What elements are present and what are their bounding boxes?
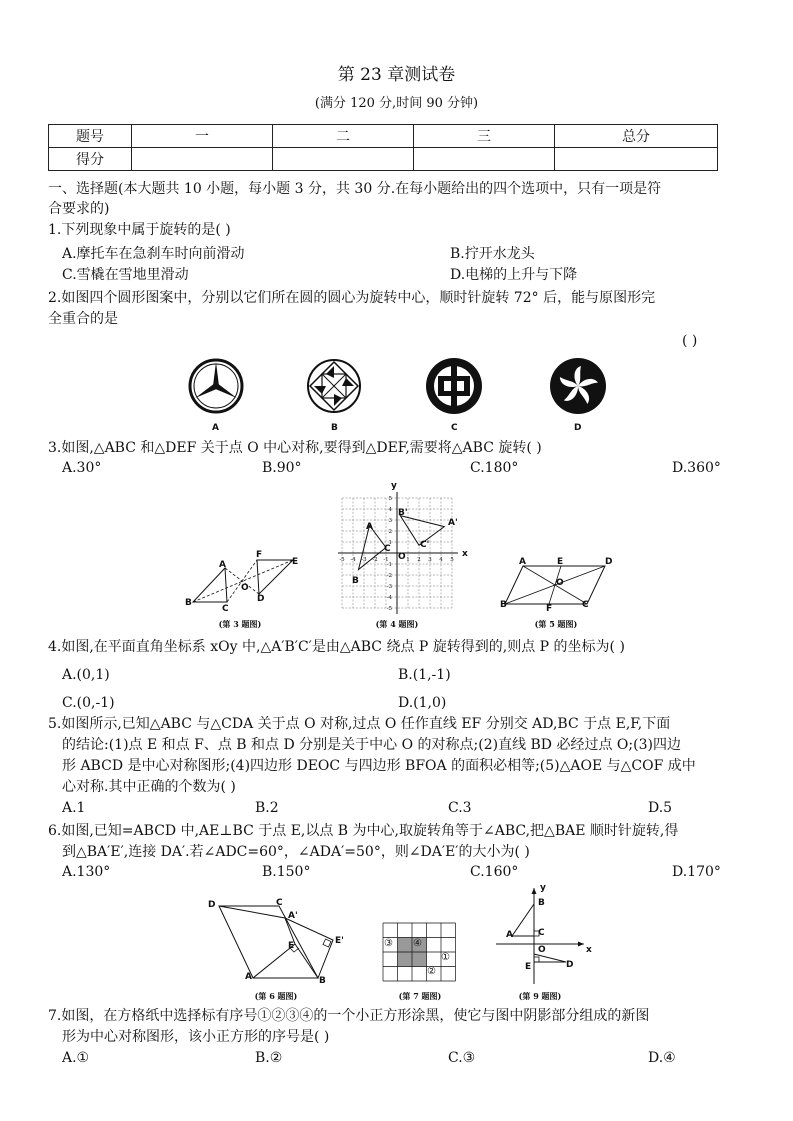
q7-option-c[interactable]: C.③	[448, 1050, 476, 1066]
y-tick-label: 1	[388, 540, 392, 546]
x-tick-label: -3	[361, 557, 367, 563]
f9-label: E	[525, 962, 532, 972]
f9-label: A	[506, 930, 513, 940]
page-title: 第 23 章测试卷	[337, 65, 456, 85]
f6-label: A'	[288, 911, 298, 921]
score-table	[48, 124, 718, 171]
f9-caption: (第 9 题图)	[518, 991, 562, 1001]
f9-label: O	[538, 945, 546, 955]
f3-label: E	[292, 557, 299, 567]
score-input-cell[interactable]	[132, 148, 273, 171]
f6-label: E'	[335, 936, 344, 946]
f5-caption: (第 5 题图)	[534, 619, 578, 629]
q6-stem: 6.如图,已知=ABCD 中,AE⊥BC 于点 E,以点 B 为中心,取旋转角等于∠ABC,把△BAE 顺时针旋转,得	[48, 823, 679, 839]
score-header-cell: 一	[132, 125, 273, 148]
q2-stem: 2.如图四个圆形图案中，分别以它们所在圆的圆心为旋转中心，顺时针旋转 72° 后，能与原图形完	[48, 290, 656, 306]
q2-figure-c[interactable]	[424, 356, 484, 416]
f3-label: D	[257, 594, 265, 604]
f6-label: E	[288, 941, 295, 951]
score-input-cell[interactable]	[273, 148, 414, 171]
f5-label: C	[582, 600, 589, 610]
f6-caption: (第 6 题图)	[254, 991, 298, 1001]
f4-axis-y: y	[391, 481, 397, 491]
f7-caption: (第 7 题图)	[398, 991, 442, 1001]
y-tick-label: -5	[386, 606, 392, 612]
q6-option-b[interactable]: B.150°	[262, 864, 311, 880]
f9-label: B	[538, 898, 545, 908]
f3-label: C	[222, 604, 229, 614]
table-row	[49, 125, 718, 148]
q3-option-d[interactable]: D.360°	[672, 460, 721, 476]
q4-option-a[interactable]: A.(0,1)	[62, 667, 110, 683]
f4-label: B'	[398, 508, 408, 518]
q5-option-a[interactable]: A.1	[62, 800, 86, 816]
q7-stem: 7.如图，在方格纸中选择标有序号①②③④的一个小正方形涂黑，使它与图中阴影部分组成的新图	[48, 1008, 650, 1024]
f7-label-4: ④	[413, 938, 422, 949]
f5-label: O	[556, 578, 564, 588]
page-subtitle: (满分 120 分,时间 90 分钟)	[314, 96, 479, 111]
section-heading-cont: 合要求的)	[48, 201, 110, 217]
q6-figure	[213, 900, 343, 985]
y-tick-label: -2	[386, 573, 392, 579]
y-tick-label: 5	[388, 496, 392, 502]
x-tick-label: 2	[417, 557, 421, 563]
f9-axis-x: x	[586, 945, 592, 955]
f4-label: B	[352, 576, 359, 586]
q5-option-d[interactable]: D.5	[648, 800, 673, 816]
f4-caption: (第 4 题图)	[375, 619, 419, 629]
f6-label: C	[276, 898, 283, 908]
section-heading: 一、选择题(本大题共 10 小题，每小题 3 分，共 30 分.在每小题给出的四个选项中，只有一项是符	[48, 181, 662, 197]
f3-label: A	[219, 560, 226, 570]
f5-label: D	[605, 557, 613, 567]
q3-option-a[interactable]: A.30°	[62, 460, 102, 476]
q2-figure-b[interactable]	[306, 358, 362, 414]
q3-stem: 3.如图,△ABC 和△DEF 关于点 O 中心对称,要得到△DEF,需要将△ABC 旋转( )	[48, 440, 542, 456]
q7-option-d[interactable]: D.④	[648, 1050, 676, 1066]
y-tick-label: -3	[386, 584, 392, 590]
score-header-cell: 二	[273, 125, 414, 148]
q5-stem-cont: 形 ABCD 是中心对称图形;(4)四边形 DEOC 与四边形 BFOA 的面积必相等;(5)△AOE 与△COF 成中	[62, 758, 696, 774]
q5-stem-cont: 的结论:(1)点 E 和点 F、点 B 和点 D 分别是关于中心 O 的对称点;(2)直线 BD 必经过点 O;(3)四边	[62, 737, 681, 753]
y-tick-label: -1	[386, 562, 392, 568]
f3-label: O	[241, 583, 249, 593]
f3-label: B	[185, 598, 192, 608]
y-tick-label: 3	[388, 518, 392, 524]
f9-label: C	[538, 928, 545, 938]
f5-label: B	[500, 600, 507, 610]
x-tick-label: 5	[450, 557, 454, 563]
x-tick-label: 4	[439, 557, 443, 563]
q6-option-a[interactable]: A.130°	[62, 864, 111, 880]
score-input-cell[interactable]	[414, 148, 555, 171]
q1-option-a[interactable]: A.摩托车在急刹车时向前滑动	[62, 246, 245, 262]
q3-figure	[183, 550, 303, 610]
q7-option-b[interactable]: B.②	[255, 1050, 283, 1066]
x-tick-label: 3	[428, 557, 432, 563]
q4-option-b[interactable]: B.(1,-1)	[398, 667, 451, 683]
f9-axis-y: y	[540, 883, 546, 893]
q5-option-b[interactable]: B.2	[255, 800, 279, 816]
q4-option-c[interactable]: C.(0,-1)	[62, 695, 115, 711]
f6-label: D	[208, 900, 216, 910]
q5-option-c[interactable]: C.3	[448, 800, 472, 816]
f5-label: A	[519, 557, 526, 567]
f6-label: A	[245, 972, 252, 982]
q2-stem-cont: 全重合的是	[48, 311, 118, 327]
f4-label: C'	[420, 540, 430, 550]
shaded-cell	[398, 952, 413, 967]
q3-option-b[interactable]: B.90°	[262, 460, 302, 476]
q2-figure-d[interactable]	[548, 356, 608, 416]
q2-fig-label-c: C	[451, 423, 458, 433]
q2-fig-label-a: A	[212, 423, 219, 433]
f4-origin: O	[398, 552, 406, 562]
f5-label: E	[557, 557, 564, 567]
q4-stem: 4.如图,在平面直角坐标系 xOy 中,△A′B′C′是由△ABC 绕点 P 旋转得到的,则点 P 的坐标为( )	[48, 639, 625, 655]
f4-label: A'	[448, 518, 458, 528]
q2-fig-label-b: B	[331, 423, 338, 433]
score-row-label: 得分	[49, 148, 132, 171]
x-tick-label: -5	[339, 557, 345, 563]
q1-option-b[interactable]: B.拧开水龙头	[450, 246, 535, 262]
f3-caption: (第 3 题图)	[218, 619, 262, 629]
q5-stem-cont: 心对称.其中正确的个数为( )	[62, 779, 236, 795]
f3-label: F	[256, 550, 263, 560]
x-tick-label: -4	[350, 557, 356, 563]
q2-fig-label-d: D	[574, 423, 582, 433]
score-header-cell: 题号	[49, 125, 132, 148]
q1-option-c[interactable]: C.雪橇在雪地里滑动	[62, 267, 189, 283]
table-row	[49, 148, 718, 171]
f4-label: C	[384, 544, 391, 554]
x-tick-label: -1	[383, 557, 389, 563]
q4-figure	[334, 490, 460, 616]
q7-option-a[interactable]: A.①	[62, 1050, 90, 1066]
q1-option-d[interactable]: D.电梯的上升与下降	[450, 267, 578, 283]
f4-label: A	[366, 522, 373, 532]
q3-option-c[interactable]: C.180°	[470, 460, 519, 476]
q4-option-d[interactable]: D.(1,0)	[398, 695, 447, 711]
q2-answer-paren: ( )	[682, 333, 698, 349]
x-tick-label: 1	[406, 557, 410, 563]
q6-option-d[interactable]: D.170°	[672, 864, 721, 880]
q6-option-c[interactable]: C.160°	[470, 864, 519, 880]
q6-stem-cont: 到△BA′E′,连接 DA′.若∠ADC=60°，∠ADA′=50°，则∠DA′E′的大小为( )	[62, 844, 530, 860]
f4-axis-x: x	[462, 549, 468, 559]
f5-label: F	[546, 604, 553, 614]
q7-stem-cont: 形为中心对称图形，该小正方形的序号是( )	[62, 1029, 330, 1045]
score-input-cell[interactable]	[555, 148, 718, 171]
q1-stem: 1.下列现象中属于旋转的是( )	[48, 222, 231, 238]
f7-label-3: ③	[384, 938, 393, 949]
shaded-cell	[412, 952, 427, 967]
f6-label: B	[319, 976, 326, 986]
q7-figure	[381, 921, 459, 981]
score-header-cell: 三	[414, 125, 555, 148]
y-tick-label: 4	[388, 507, 392, 513]
shaded-cell	[398, 938, 413, 953]
y-tick-label: 2	[388, 529, 392, 535]
q2-figure-a[interactable]	[188, 358, 244, 414]
score-header-cell: 总分	[555, 125, 718, 148]
f7-label-2: ②	[427, 966, 436, 977]
x-tick-label: -2	[372, 557, 378, 563]
q5-stem: 5.如图所示,已知△ABC 与△CDA 关于点 O 对称,过点 O 任作直线 EF 分别交 AD,BC 于点 E,F,下面	[48, 716, 671, 732]
f9-label: D	[566, 960, 574, 970]
y-tick-label: -4	[386, 595, 392, 601]
f7-label-1: ①	[441, 952, 450, 963]
